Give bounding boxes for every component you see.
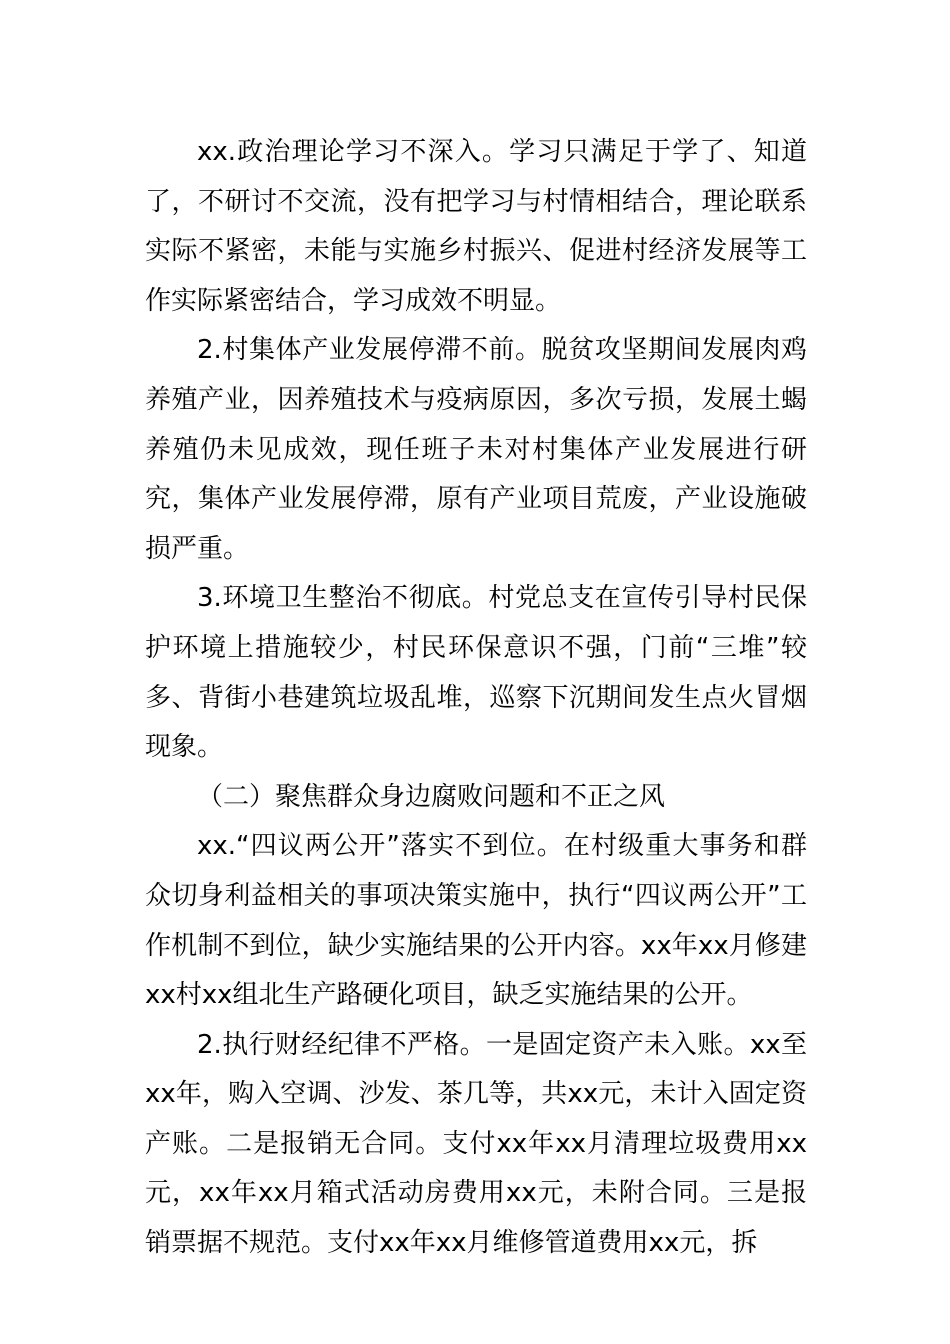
- paragraph-four-deliberations: xx.“四议两公开”落实不到位。在村级重大事务和群众切身利益相关的事项决策实施中，执行“四议两公开”工作机制不到位，缺少实施结果的公开内容。xx年xx月修建xx村xx组北生产路硬化项目，缺乏实施结果的公开。: [145, 831, 807, 1011]
- paragraph-environment: 3.环境卫生整治不彻底。村党总支在宣传引导村民保护环境上措施较少，村民环保意识不强，门前“三堆”较多、背街小巷建筑垃圾乱堆，巡察下沉期间发生点火冒烟现象。: [145, 583, 807, 763]
- paragraph-collective-industry: 2.村集体产业发展停滞不前。脱贫攻坚期间发展肉鸡养殖产业，因养殖技术与疫病原因，多次亏损，发展土蝎养殖仍未见成效，现任班子未对村集体产业发展进行研究，集体产业发展停滞，原有产业项目荒废，产业设施破损严重。: [145, 335, 807, 564]
- paragraph-financial-discipline: 2.执行财经纪律不严格。一是固定资产未入账。xx至xx年，购入空调、沙发、茶几等，共xx元，未计入固定资产账。二是报销无合同。支付xx年xx月清理垃圾费用xx元，xx年xx月箱式活动房费用xx元，未附合同。三是报销票据不规范。支付xx年xx月维修管道费用xx元，拆: [145, 1029, 807, 1259]
- paragraph-political-study: xx.政治理论学习不深入。学习只满足于学了、知道了，不研讨不交流，没有把学习与村情相结合，理论联系实际不紧密，未能与实施乡村振兴、促进村经济发展等工作实际紧密结合，学习成效不明显。: [145, 137, 807, 316]
- document-body: [145, 128, 807, 1269]
- section-heading: （二）聚焦群众身边腐败问题和不正之风: [197, 781, 666, 812]
